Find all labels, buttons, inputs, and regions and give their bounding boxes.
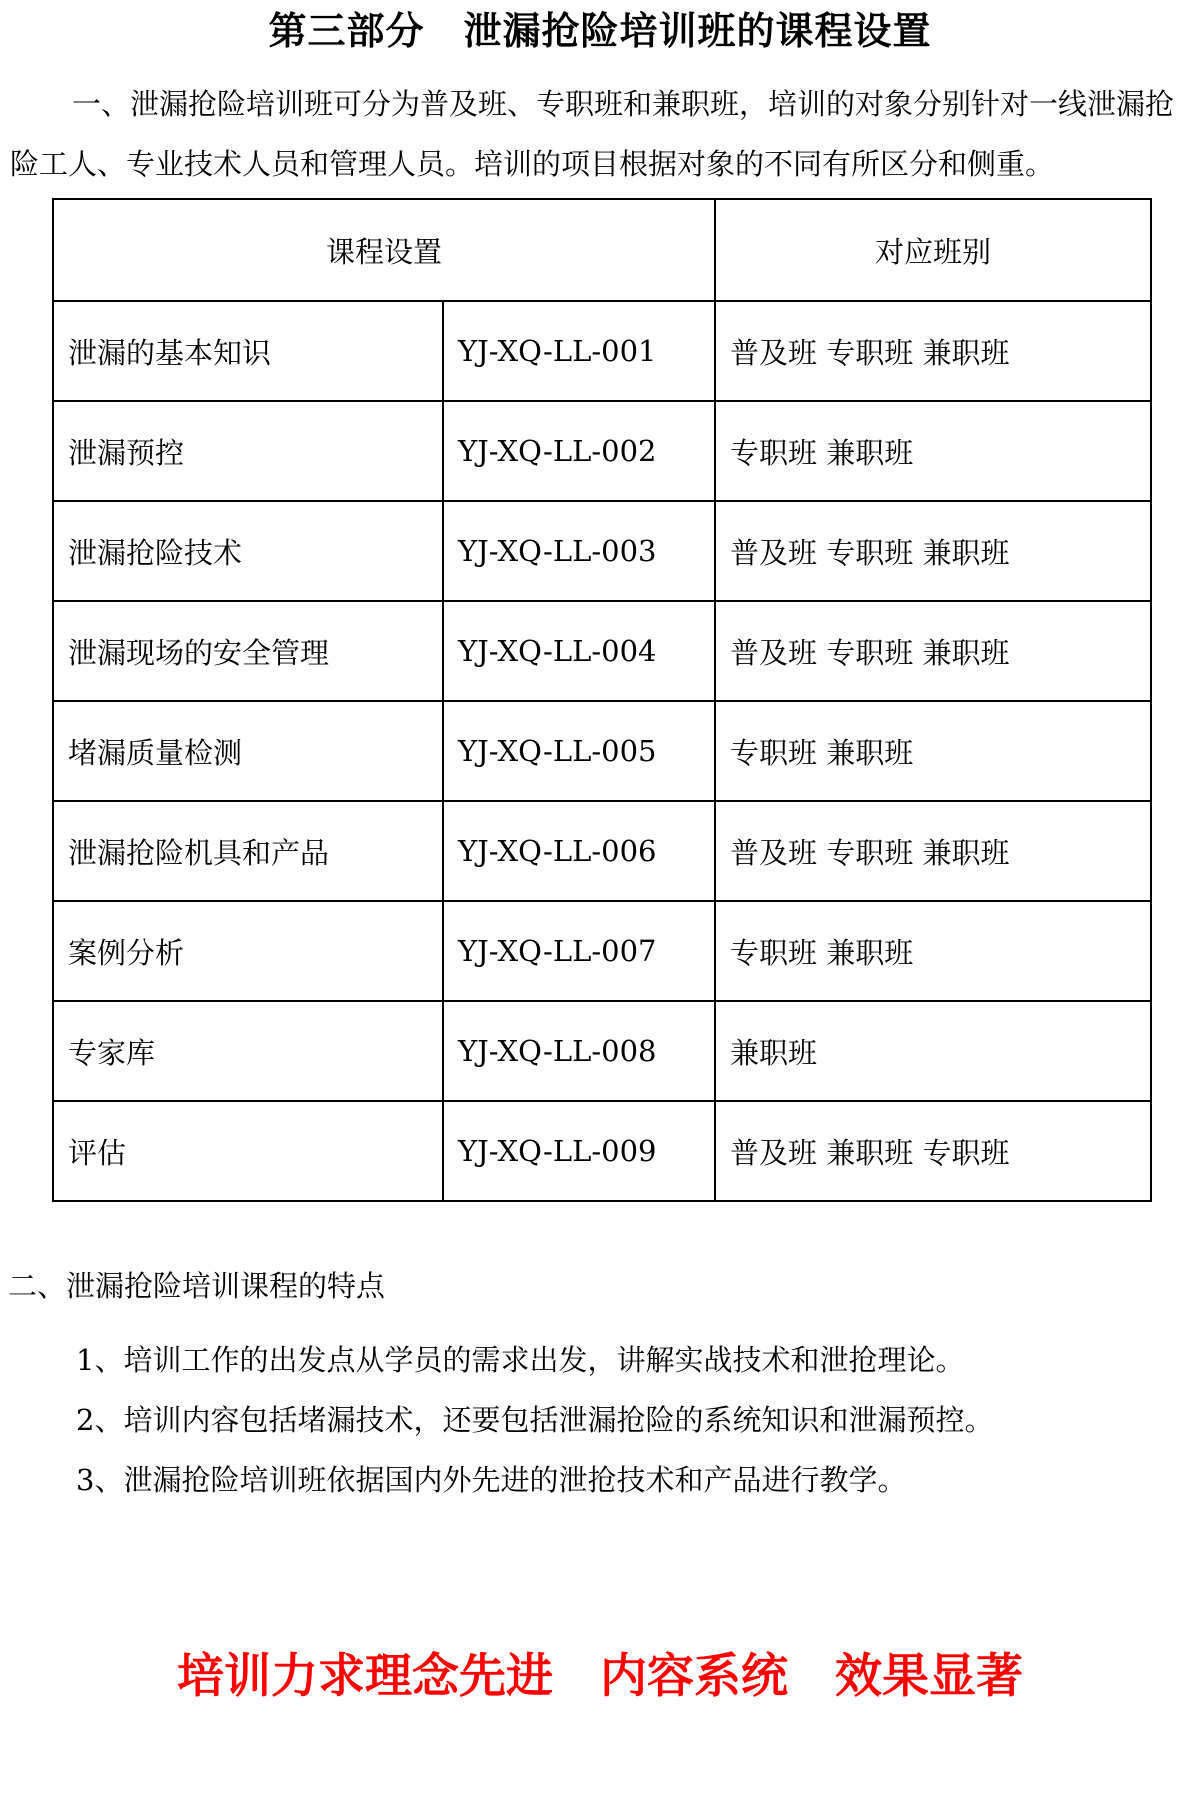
class-cell: 普及班 专职班 兼职班	[715, 801, 1151, 901]
course-name-cell: 评估	[53, 1101, 443, 1201]
feature-list	[76, 1330, 993, 1510]
table-row	[53, 901, 1151, 1001]
course-code-cell: YJ-XQ-LL-006	[443, 801, 715, 901]
section-heading: 二、泄漏抢险培训课程的特点	[8, 1269, 386, 1303]
class-cell: 专职班 兼职班	[715, 401, 1151, 501]
intro-paragraph: 一、泄漏抢险培训班可分为普及班、专职班和兼职班，培训的对象分别针对一线泄漏抢险工人、专业技术人员和管理人员。培训的项目根据对象的不同有所区分和侧重。	[10, 87, 1175, 181]
table-row	[53, 401, 1151, 501]
list-item: 1、培训工作的出发点从学员的需求出发，讲解实战技术和泄抢理论。	[76, 1343, 965, 1377]
list-item: 2、培训内容包括堵漏技术，还要包括泄漏抢险的系统知识和泄漏预控。	[76, 1403, 994, 1437]
table-row	[53, 601, 1151, 701]
class-cell: 专职班 兼职班	[715, 701, 1151, 801]
course-name-cell: 泄漏抢险机具和产品	[53, 801, 443, 901]
course-table	[52, 198, 1152, 1202]
class-cell: 普及班 专职班 兼职班	[715, 501, 1151, 601]
page-title: 第三部分 泄漏抢险培训班的课程设置	[268, 9, 932, 53]
course-code-cell: YJ-XQ-LL-003	[443, 501, 715, 601]
table-header-row	[53, 199, 1151, 301]
course-name-cell: 泄漏预控	[53, 401, 443, 501]
table-row	[53, 501, 1151, 601]
course-name-cell: 堵漏质量检测	[53, 701, 443, 801]
list-item: 3、泄漏抢险培训班依据国内外先进的泄抢技术和产品进行教学。	[76, 1463, 907, 1497]
header-course: 课程设置	[53, 199, 715, 301]
class-cell: 兼职班	[715, 1001, 1151, 1101]
table-row	[53, 301, 1151, 401]
class-cell: 普及班 专职班 兼职班	[715, 601, 1151, 701]
class-cell: 普及班 专职班 兼职班	[715, 301, 1151, 401]
course-name-cell: 泄漏的基本知识	[53, 301, 443, 401]
table-row	[53, 701, 1151, 801]
course-name-cell: 泄漏抢险技术	[53, 501, 443, 601]
course-name-cell: 泄漏现场的安全管理	[53, 601, 443, 701]
table-row	[53, 1101, 1151, 1201]
slogan: 培训力求理念先进 内容系统 效果显著	[177, 1649, 1023, 1704]
course-code-cell: YJ-XQ-LL-004	[443, 601, 715, 701]
table-row	[53, 801, 1151, 901]
course-code-cell: YJ-XQ-LL-007	[443, 901, 715, 1001]
course-code-cell: YJ-XQ-LL-005	[443, 701, 715, 801]
course-name-cell: 案例分析	[53, 901, 443, 1001]
course-code-cell: YJ-XQ-LL-002	[443, 401, 715, 501]
class-cell: 专职班 兼职班	[715, 901, 1151, 1001]
table-row	[53, 1001, 1151, 1101]
course-code-cell: YJ-XQ-LL-001	[443, 301, 715, 401]
header-class: 对应班别	[715, 199, 1151, 301]
class-cell: 普及班 兼职班 专职班	[715, 1101, 1151, 1201]
course-name-cell: 专家库	[53, 1001, 443, 1101]
course-code-cell: YJ-XQ-LL-008	[443, 1001, 715, 1101]
course-code-cell: YJ-XQ-LL-009	[443, 1101, 715, 1201]
